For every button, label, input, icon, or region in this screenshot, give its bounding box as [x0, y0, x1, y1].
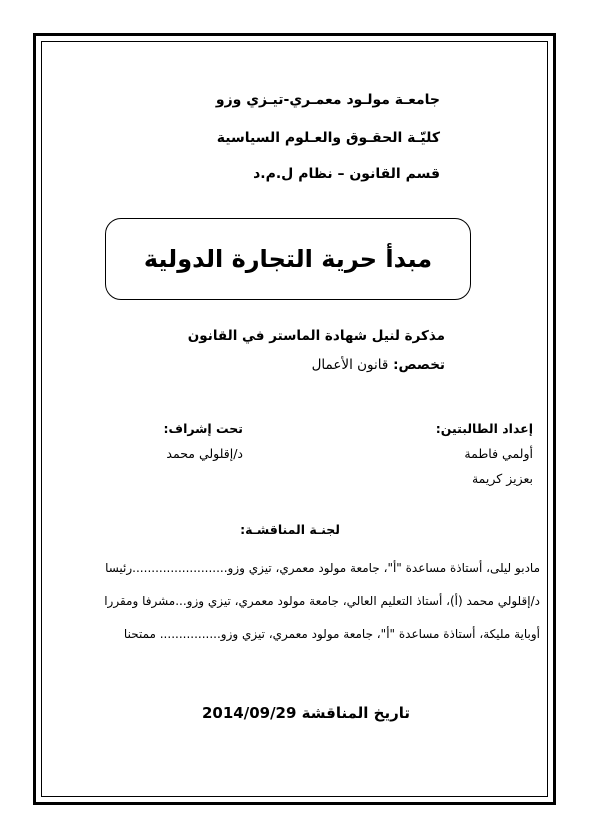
- defense-date: [202, 704, 410, 722]
- specialty-label: تخصص:: [393, 357, 445, 373]
- supervisor-name: د/إقلولي محمد: [166, 446, 243, 461]
- students-label: إعداد الطالبتين:: [435, 421, 533, 436]
- faculty-name: كليّـة الحقـوق والعـلوم السياسية: [216, 130, 440, 146]
- specialty-line: [312, 357, 445, 373]
- inner-border: [41, 41, 548, 797]
- student-name-1: أولمي فاطمة: [464, 446, 533, 461]
- committee-member: مادبو ليلى، أستاذة مساعدة "أ"، جامعة مولود معمري، تيزي وزو.........................رئيسا: [105, 561, 540, 575]
- student-name-2: بعزيز كريمة: [471, 471, 533, 486]
- committee-member: أوباية مليكة، أستاذة مساعدة "أ"، جامعة مولود معمري، تيزي وزو................ ممتحنا: [123, 627, 540, 641]
- thesis-purpose: مذكرة لنيل شهادة الماستر في القانون: [187, 328, 445, 344]
- university-name: جامعـة مولـود معمـري-تيـزي وزو: [215, 92, 440, 108]
- specialty-value: قانون الأعمال: [311, 357, 389, 373]
- department-name: قسم القانون – نظام ل.م.د: [253, 166, 440, 182]
- defense-date-value: 2014/09/29: [201, 704, 297, 722]
- committee-member: د/إقلولي محمد (أ)، أستاذ التعليم العالي، جامعة مولود معمري، تيزي وزو...مشرفا ومقررا: [104, 594, 540, 608]
- title-box: [105, 218, 471, 300]
- committee-label: لجنـة المناقشـة:: [240, 522, 340, 537]
- thesis-title: مبدأ حرية التجارة الدولية: [143, 245, 433, 273]
- defense-date-label: تاريخ المناقشة: [301, 704, 410, 722]
- supervisor-label: تحت إشراف:: [163, 421, 243, 436]
